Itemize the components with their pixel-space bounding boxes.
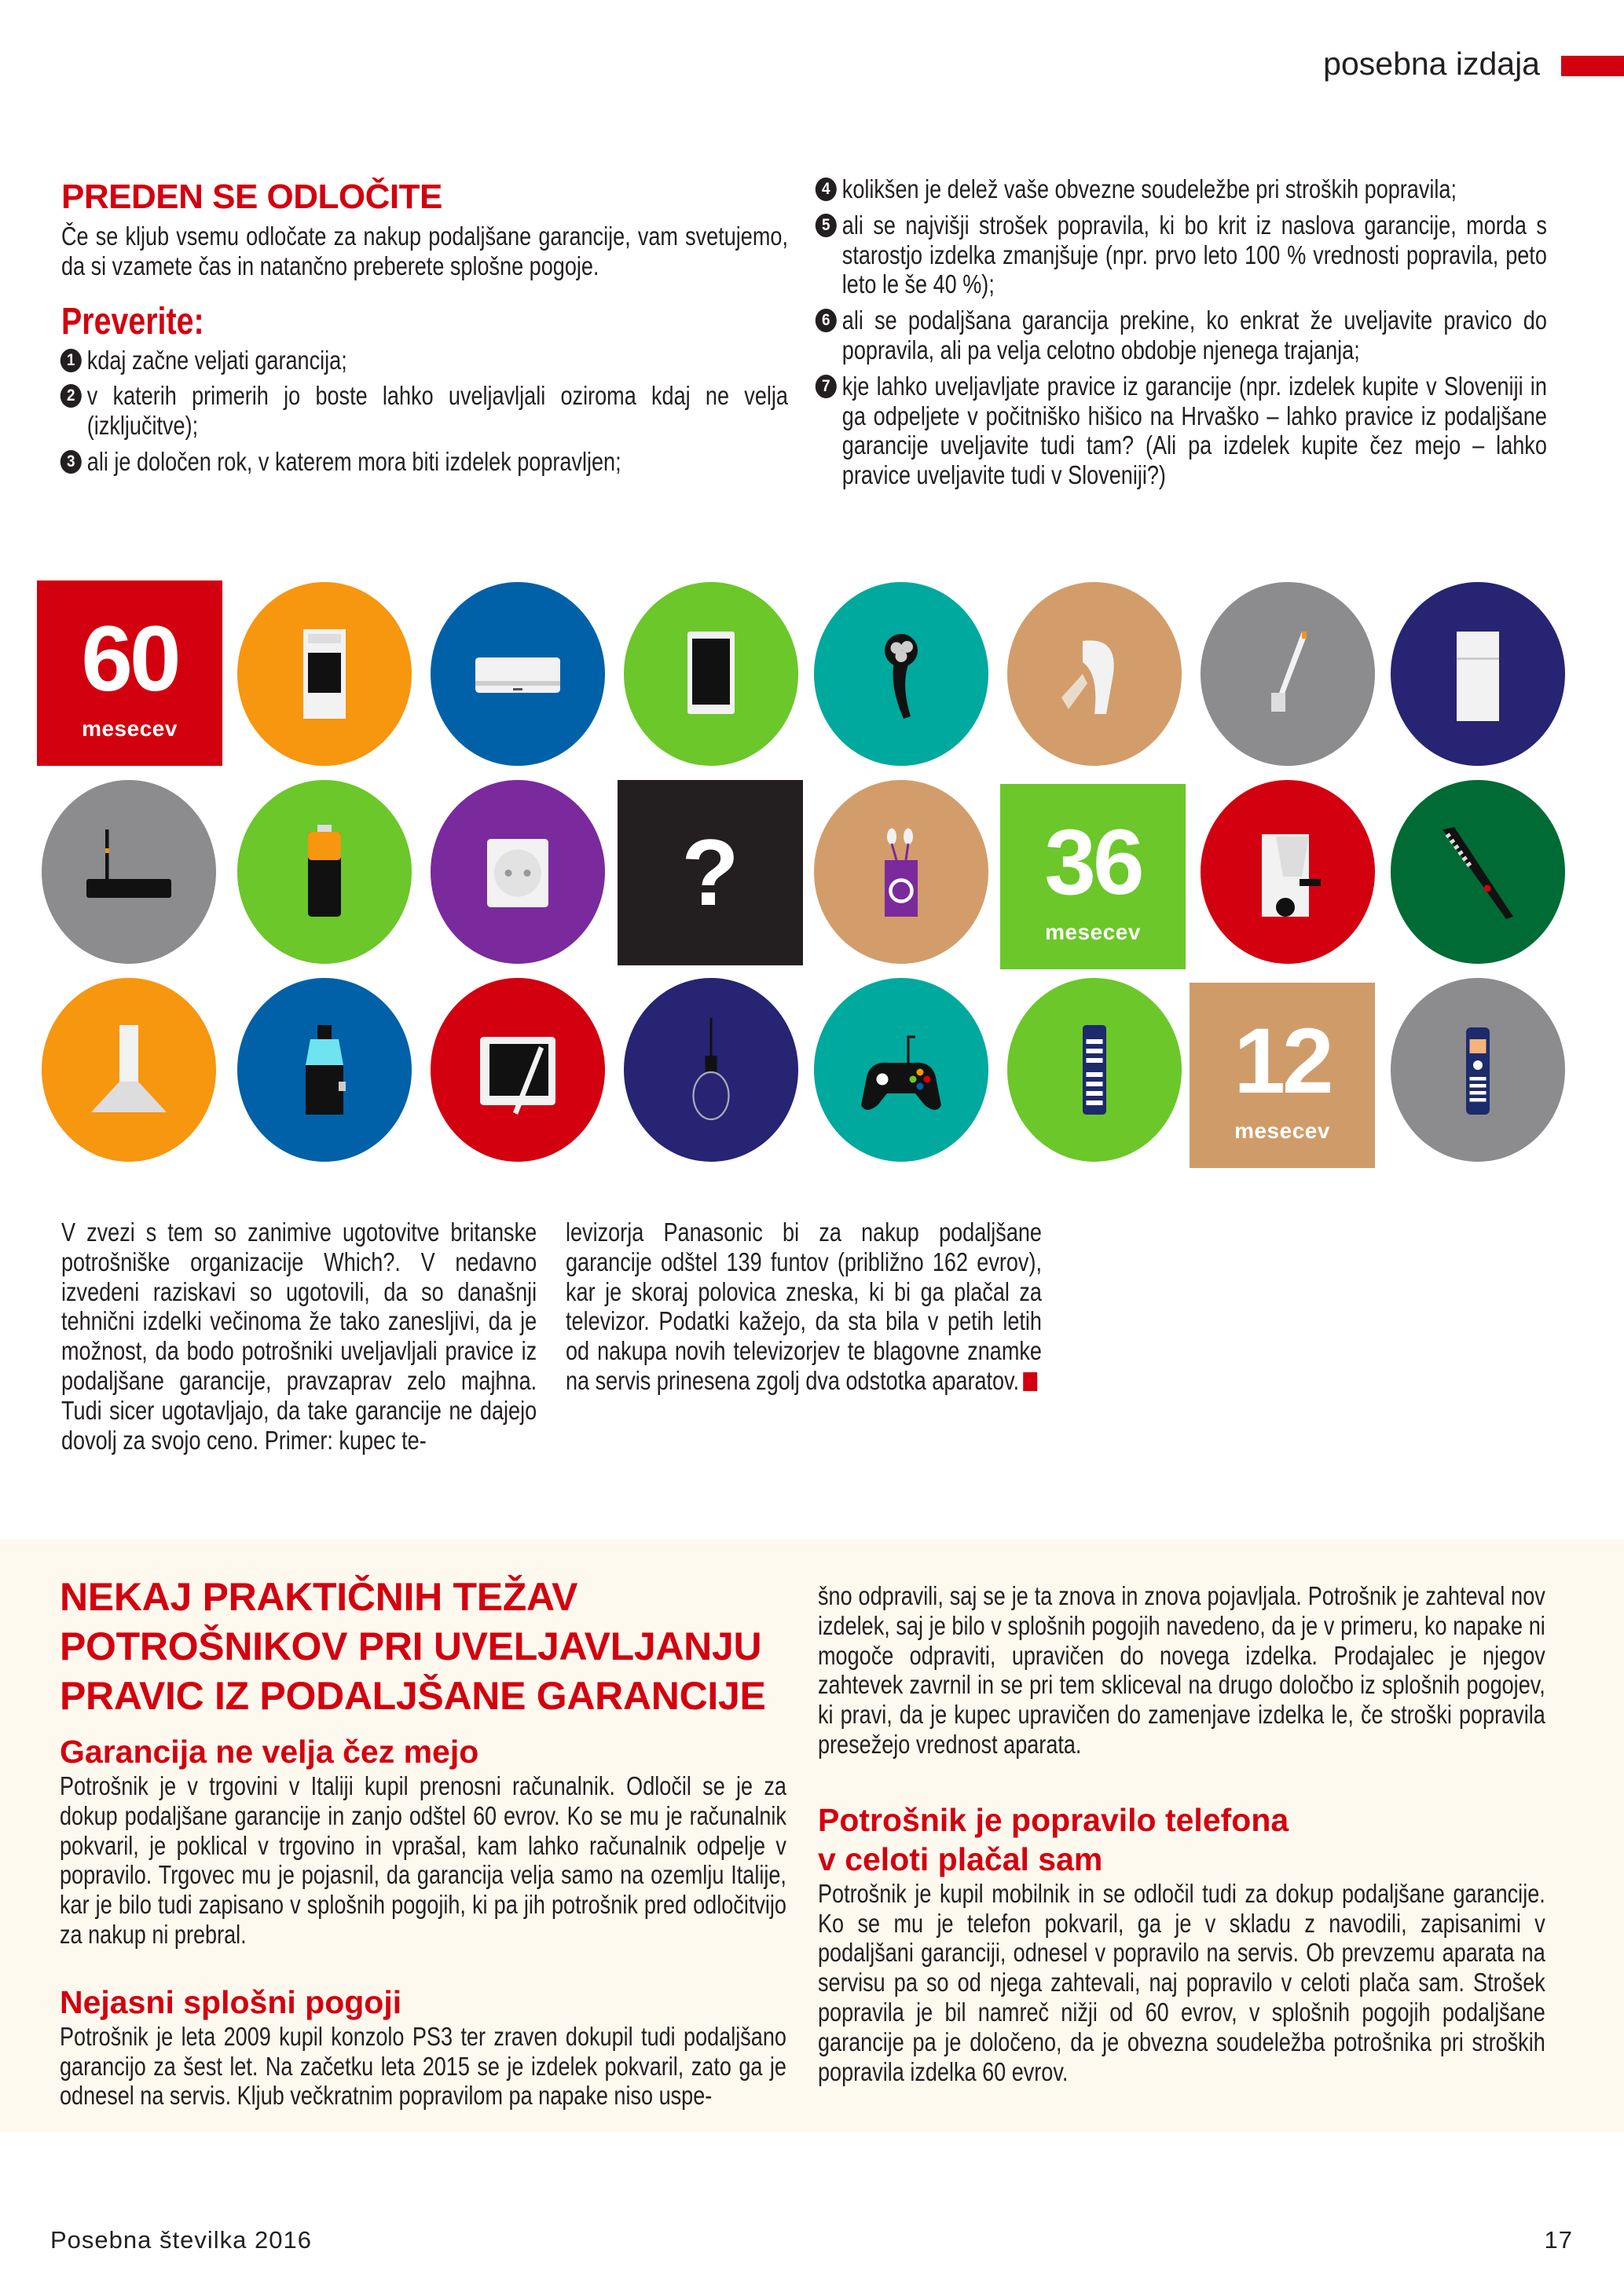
warranty-duration-badge — [1000, 784, 1186, 969]
light-bulb-icon — [652, 1011, 770, 1129]
checklist-item — [61, 346, 788, 375]
product-tile — [1391, 780, 1565, 964]
intro-left-column — [61, 222, 788, 483]
product-tile — [431, 978, 605, 1162]
intro-title: PREDEN SE ODLOČITE — [61, 178, 442, 216]
stove-icon — [266, 615, 383, 733]
power-socket-icon — [459, 813, 577, 931]
months-value: 12 — [1234, 1009, 1331, 1113]
shaver-icon — [842, 615, 960, 733]
checklist-item — [61, 381, 788, 441]
item-text: kolikšen je delež vaše obvezne soudeležbe pri stroških popravila; — [841, 174, 1457, 203]
cooker-hood-icon — [70, 1011, 188, 1129]
box-left-column — [60, 1732, 786, 2111]
article-column-2 — [566, 1218, 1042, 1396]
box-title-line: POTROŠNIKOV PRI UVELJAVLJANJU — [60, 1624, 762, 1668]
gamepad-icon — [842, 1011, 960, 1129]
product-tile — [42, 978, 216, 1162]
article-text-1: V zvezi s tem so zanimive ugotovitve britanske potrošniške organizacije Which?. V nedavno izvedeni raziskavi so ugotovili, da so današnji tehnični izdelki večinoma že tako zanesljivi, da je možnost, da bodo potrošniki uveljavljali pravice iz podaljšane garancije, pravzaprav zelo majhna. Tudi sicer ugotavljajo, da take garancije ne dajejo dovolj za svojo ceno. Primer: kupec te- — [61, 1218, 537, 1455]
box-title-line: NEKAJ PRAKTIČNIH TEŽAV — [60, 1575, 578, 1619]
fridge-icon — [1419, 615, 1537, 733]
coffee-machine-icon — [1229, 813, 1347, 931]
air-conditioner-icon — [459, 615, 577, 733]
checklist-item — [816, 306, 1547, 365]
product-tile — [624, 978, 798, 1162]
item-number: 3 — [60, 450, 82, 474]
checklist-title: Preverite: — [61, 300, 204, 342]
immersion-blender-icon — [1229, 615, 1347, 733]
product-tile — [237, 780, 412, 964]
case3-title-line: Potrošnik je popravilo telefona — [818, 1801, 1289, 1838]
product-tile — [814, 582, 988, 766]
mp3-player-icon — [842, 813, 960, 931]
box-title — [60, 1573, 766, 1721]
item-text: v katerih primerih jo boste lahko uveljavljali oziroma kdaj ne velja (izključitve); — [86, 381, 788, 441]
checklist-item — [816, 174, 1547, 204]
product-tile — [237, 582, 412, 766]
warranty-duration-badge — [1190, 983, 1375, 1168]
item-text: kdaj začne veljati garancija; — [86, 345, 347, 375]
remote-control-icon — [1036, 1011, 1153, 1129]
months-value: 36 — [1044, 811, 1142, 914]
item-number: 2 — [60, 384, 82, 408]
months-label: mesecev — [1045, 920, 1141, 944]
checklist-item — [816, 211, 1547, 299]
case1-text: Potrošnik je v trgovini v Italiji kupil prenosni računalnik. Odločil se je za dokup podaljšane garancije in zanjo odštel 60 evrov. Ko se mu je računalnik pokvaril, je poklical v trgovino in vprašal, kam lahko računalnik odpelje v popravilo. Trgovec mu je pojasnil, da garancija velja samo na ozemlju Italije, kar je bilo tudi zapisano v splošnih pogojih, ki pa jih potrošnik pred odločitvijo za nakup ni prebral. — [60, 1771, 786, 1949]
article-text-2: levizorja Panasonic bi za nakup podaljšane garancije odštel 139 funtov (približno 162 evrov), kar je skoraj polovica zneska, ki bi ga plačal za televizor. Podatki kažejo, da sta bila v petih letih od nakupa novih televizorjev te blagovne znamke na servis prinesena zgolj dva odstotka aparatov. — [566, 1218, 1042, 1395]
case2-text: Potrošnik je leta 2009 kupil konzolo PS3 ter zraven dokupil tudi podaljšano garancijo za šest let. Na začetku leta 2015 se je izdelek pokvaril, zato ga je odnesel na servis. Kljub večkratnim popravilom pa napake niso uspe- — [60, 2021, 786, 2111]
article-column-1 — [61, 1218, 537, 1455]
product-tile — [1391, 978, 1565, 1162]
months-value: 60 — [81, 607, 178, 711]
warranty-duration-badge — [37, 580, 222, 766]
battery-icon — [266, 813, 383, 931]
hair-straightener-icon — [1419, 813, 1537, 931]
end-mark — [1023, 1372, 1037, 1391]
cordless-phone-icon — [1419, 1011, 1537, 1129]
unknown-warranty-tile — [618, 780, 803, 965]
case3-text: Potrošnik je kupil mobilnik in se odločil tudi za dokup podaljšane garancije. Ko se mu je telefon pokvaril, ga je v skladu z navodili, zapisanimi v podaljšani garanciji, odnesel v popravilo na servis. Ob prevzemu aparata na servisu pa so od njega zahtevali, naj popravilo v celoti plača sam. Strošek popravila je bil namreč nižji od 60 evrov, v splošnih pogojih podaljšane garancije pa je določeno, da je obvezna soudeležba potrošnika pri stroških popravila izdelka 60 evrov. — [818, 1878, 1545, 2086]
product-tile — [814, 978, 988, 1162]
item-number: 7 — [816, 375, 837, 398]
tablet-icon — [652, 615, 770, 733]
intro-right-column — [816, 174, 1547, 496]
page-number: 17 — [1544, 2226, 1573, 2254]
item-text: ali je določen rok, v katerem mora biti izdelek popravljen; — [86, 446, 621, 476]
product-tile — [237, 978, 412, 1162]
item-number: 5 — [816, 214, 837, 237]
case3-title-line: v celoti plačal sam — [818, 1840, 1103, 1877]
box-right-column — [818, 1581, 1545, 2086]
product-tile — [814, 780, 988, 964]
intro-lead: Če se kljub vsemu odločate za nakup podaljšane garancije, vam svetujemo, da si vzamete čas in natančno preberete splošne pogoje. — [61, 222, 788, 280]
product-tile — [1201, 582, 1375, 766]
product-tile — [431, 582, 605, 766]
product-tile — [42, 780, 216, 964]
product-tile — [1007, 978, 1182, 1162]
section-accent-bar — [1561, 56, 1624, 76]
case2-text-continued: šno odpravili, saj se je ta znova in znova pojavljala. Potrošnik je zahteval nov izdelek, saj je bilo v splošnih pogojih navedeno, da je v primeru, ko napake ni mogoče odpraviti, upravičen do novega izdelka. Prodajalec je njegov zahtevek zavrnil in se pri tem skliceval na drugo določbo iz splošnih pogojev, ki pravi, da je kupec upravičen do zamenjave izdelka le, če stroški popravila presežejo vrednost aparata. — [818, 1581, 1545, 1759]
case3-title — [818, 1800, 1545, 1879]
graphics-tablet-icon — [459, 1011, 577, 1129]
item-number: 6 — [816, 309, 837, 332]
item-number: 1 — [60, 349, 82, 372]
question-mark: ? — [681, 820, 739, 925]
product-tile — [431, 780, 605, 964]
checklist-item — [61, 447, 788, 477]
item-text: ali se najvišji strošek popravila, ki bo krit iz naslova garancije, morda s starostjo izdelka zmanjšuje (npr. prvo leto 100 % vrednosti popravila, peto leto le še 40 %); — [841, 210, 1547, 299]
box-title-line: PRAVIC IZ PODALJŠANE GARANCIJE — [60, 1674, 766, 1718]
case2-title: Nejasni splošni pogoji — [60, 1983, 402, 2020]
hand-mixer-icon — [1036, 615, 1153, 733]
product-tile — [1201, 780, 1375, 964]
item-text: ali se podaljšana garancija prekine, ko enkrat že uveljavite pravico do popravila, ali pa velja celotno obdobje njenega trajanja; — [841, 306, 1547, 364]
product-tile — [1391, 582, 1565, 766]
router-icon — [70, 813, 188, 931]
item-text: kje lahko uveljavljate pravice iz garancije (npr. izdelek kupite v Sloveniji in ga odpeljete v počitniško hišico na Hrvaško – lahko pravice iz podaljšane garancije uveljavite tudi tam? (Ali pa izdelek kupite čez mejo – lahko pravice uveljavite tudi v Sloveniji?) — [841, 371, 1547, 490]
section-label: posebna izdaja — [1323, 46, 1540, 82]
product-tile — [624, 582, 798, 766]
item-number: 4 — [816, 178, 837, 201]
months-label: mesecev — [1234, 1119, 1330, 1143]
months-label: mesecev — [82, 716, 178, 741]
product-tile — [1007, 582, 1182, 766]
juicer-icon — [266, 1011, 383, 1129]
case1-title: Garancija ne velja čez mejo — [60, 1734, 479, 1770]
intro-text — [61, 222, 788, 477]
checklist-item — [816, 372, 1547, 490]
publication-name: Posebna številka 2016 — [50, 2226, 312, 2254]
